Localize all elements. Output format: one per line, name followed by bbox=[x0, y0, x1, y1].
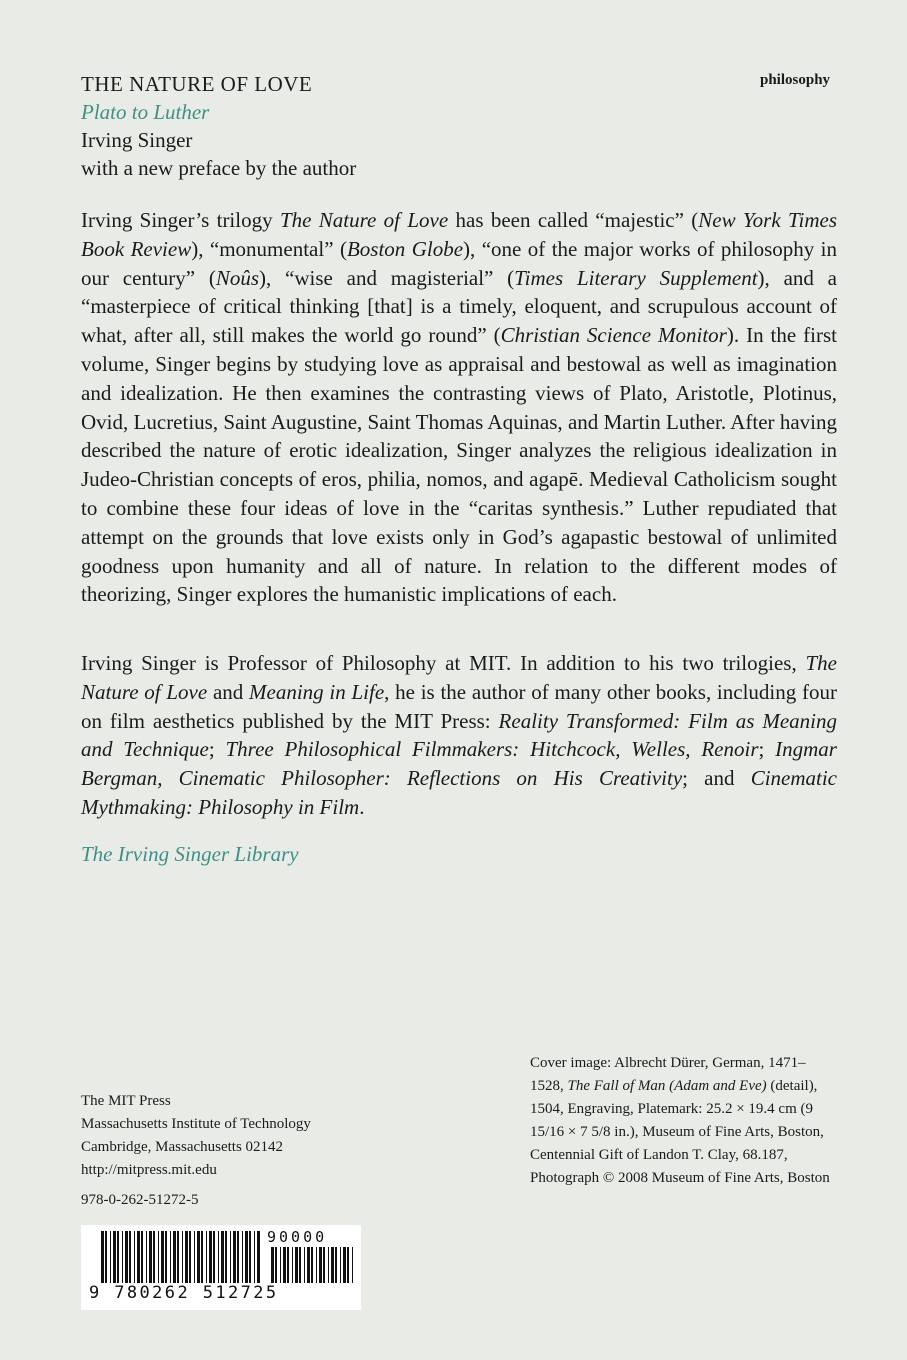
barcode-bar bbox=[283, 1247, 286, 1283]
barcode-bar bbox=[242, 1231, 243, 1283]
credit-text: Cover image: Albrecht Dürer, German, 1471–1528, bbox=[530, 1055, 806, 1094]
desc-italic: New York Times Book Review bbox=[81, 208, 838, 261]
author-bio-paragraph bbox=[81, 649, 837, 822]
publisher-info bbox=[81, 1090, 311, 1182]
barcode-bar bbox=[230, 1231, 231, 1283]
barcode bbox=[81, 1225, 361, 1310]
barcode-bar bbox=[249, 1231, 251, 1283]
barcode-bar bbox=[323, 1247, 325, 1283]
price-code: 90000 bbox=[267, 1228, 328, 1246]
desc-italic: Times Literary Supplement bbox=[514, 265, 758, 290]
barcode-bar bbox=[134, 1231, 135, 1283]
bio-italic: The Nature of Love bbox=[81, 651, 837, 704]
barcode-bar bbox=[343, 1247, 346, 1283]
edition-note: with a new preface by the author bbox=[81, 156, 357, 180]
barcode-bar bbox=[328, 1247, 329, 1283]
desc-italic: Noûs bbox=[215, 265, 260, 290]
barcode-bar bbox=[335, 1247, 337, 1283]
publisher-institute: Massachusetts Institute of Technology bbox=[81, 1116, 311, 1132]
barcode-bar bbox=[141, 1231, 143, 1283]
book-title: THE NATURE OF LOVE bbox=[81, 72, 313, 96]
desc-text: has been called “majestic” ( bbox=[448, 208, 699, 232]
barcode-bar bbox=[129, 1231, 131, 1283]
barcode-bar bbox=[225, 1231, 227, 1283]
desc-italic: Boston Globe bbox=[346, 236, 464, 261]
barcode-bar bbox=[237, 1231, 239, 1283]
desc-text: ). In the first volume, Singer begins by studying love as appraisal and bestowal as well as imagination and idealization. He then examines the contrasting views of Plato, Aristotle, Plotinus, Ovid, Lucretius, Saint Augustine, Saint Thomas Aquinas, and Martin Luther. After having described the nature of erotic idealization, Singer analyzes the religious idealization in Judeo-Christian concepts of eros, philia, nomos, and agapē. Medieval Catholicism sought to combine these four ideas of love in the “caritas synthesis.” Luther repudiated that attempt on the grounds that love exists only in God’s agapastic bestowal of unlimited goodness upon humanity and all of nature. In relation to the different modes of theorizing, Singer explores the humanistic implications of each. bbox=[81, 323, 837, 607]
barcode-bar bbox=[194, 1231, 195, 1283]
barcode-bar bbox=[245, 1231, 248, 1283]
bio-text: and bbox=[207, 679, 250, 704]
desc-text: ), “monumental” ( bbox=[191, 236, 347, 261]
barcode-bar bbox=[173, 1231, 176, 1283]
barcode-bar bbox=[340, 1247, 341, 1283]
bio-text: ; bbox=[208, 737, 226, 762]
series-name: The Irving Singer Library bbox=[81, 842, 299, 866]
isbn: 978-0-262-51272-5 bbox=[81, 1192, 199, 1208]
barcode-bar bbox=[307, 1247, 310, 1283]
barcode-bar bbox=[218, 1231, 219, 1283]
bio-italic: Three Philosophical Filmmakers: Hitchcock, Welles, Renoir bbox=[225, 737, 759, 762]
barcode-bar bbox=[101, 1231, 104, 1283]
barcode-bar bbox=[352, 1247, 353, 1283]
publisher-url: http://mitpress.mit.edu bbox=[81, 1162, 217, 1178]
barcode-bar bbox=[161, 1231, 164, 1283]
barcode-bar bbox=[299, 1247, 301, 1283]
barcode-bar bbox=[201, 1231, 203, 1283]
barcode-bar bbox=[304, 1247, 305, 1283]
barcode-bar bbox=[254, 1231, 255, 1283]
book-subtitle: Plato to Luther bbox=[81, 100, 210, 124]
barcode-bar bbox=[185, 1231, 188, 1283]
barcode-bar bbox=[209, 1231, 212, 1283]
category-label: philosophy bbox=[760, 72, 831, 88]
barcode-bar bbox=[206, 1231, 207, 1283]
barcode-bar bbox=[177, 1231, 179, 1283]
barcode-bar bbox=[146, 1231, 147, 1283]
desc-text: Irving Singer’s trilogy bbox=[81, 208, 280, 232]
barcode-bar bbox=[292, 1247, 293, 1283]
credit-text: (detail), 1504, Engraving, Platemark: 25.2 × 19.4 cm (9 15/16 × 7 5/8 in.), Museum of Fine Arts, Boston, Centennial Gift of Landon T. Clay, 68.187, Photograph © 2008 Museum of Fine Arts, Boston bbox=[530, 1078, 830, 1186]
cover-credit bbox=[530, 1052, 838, 1190]
bio-italic: Ingmar Bergman, Cinematic Philosopher: Reflections on His Creativity bbox=[81, 737, 837, 791]
barcode-bar bbox=[105, 1231, 107, 1283]
barcode-bar bbox=[311, 1247, 313, 1283]
barcode-bar bbox=[221, 1231, 224, 1283]
barcode-bar bbox=[158, 1231, 159, 1283]
bio-italic: Reality Transformed: Film as Meaning and Technique bbox=[81, 708, 838, 762]
barcode-bar bbox=[170, 1231, 171, 1283]
publisher-city: Cambridge, Massachusetts 02142 bbox=[81, 1139, 284, 1155]
bio-text: ; and bbox=[682, 766, 751, 791]
barcode-bar bbox=[197, 1231, 200, 1283]
barcode-bar bbox=[122, 1231, 123, 1283]
barcode-bar bbox=[113, 1231, 116, 1283]
description-paragraph bbox=[81, 206, 837, 609]
barcode-bar bbox=[287, 1247, 289, 1283]
barcode-bar bbox=[295, 1247, 298, 1283]
barcode-bar bbox=[271, 1247, 274, 1283]
barcode-number: 9 780262 512725 bbox=[89, 1283, 279, 1303]
barcode-bar bbox=[280, 1247, 281, 1283]
barcode-bar bbox=[117, 1231, 119, 1283]
bio-text: , he is the author of many other books, including four on film aesthetics published by the MIT Press: bbox=[81, 679, 837, 733]
barcode-bar bbox=[125, 1231, 128, 1283]
barcode-bar bbox=[257, 1231, 260, 1283]
barcode-bar bbox=[316, 1247, 317, 1283]
barcode-bar bbox=[110, 1231, 111, 1283]
barcode-bar bbox=[165, 1231, 167, 1283]
desc-text: ), and a “masterpiece of critical thinking [that] is a timely, eloquent, and scrupulous account of what, after all, still makes the world go round” ( bbox=[81, 265, 837, 348]
desc-text: ), “one of the major works of philosophy in our century” ( bbox=[81, 236, 838, 290]
barcode-bar bbox=[331, 1247, 334, 1283]
title-block bbox=[81, 70, 356, 182]
bio-italic: Cinematic Mythmaking: Philosophy in Film bbox=[81, 766, 838, 819]
bio-italic: Meaning in Life bbox=[249, 679, 385, 704]
barcode-bar bbox=[137, 1231, 140, 1283]
publisher-name: The MIT Press bbox=[81, 1093, 171, 1109]
barcode-bar bbox=[319, 1247, 322, 1283]
barcode-bar bbox=[182, 1231, 183, 1283]
bio-text: Irving Singer is Professor of Philosophy at MIT. In addition to his two trilogies, bbox=[81, 651, 806, 675]
barcode-bar bbox=[347, 1247, 349, 1283]
barcode-bar bbox=[153, 1231, 155, 1283]
barcode-bar bbox=[275, 1247, 277, 1283]
bio-text: ; bbox=[758, 737, 776, 762]
credit-italic: The Fall of Man (Adam and Eve) bbox=[567, 1078, 767, 1094]
desc-italic: Christian Science Monitor bbox=[500, 323, 727, 348]
barcode-bar bbox=[233, 1231, 236, 1283]
book-author: Irving Singer bbox=[81, 128, 193, 152]
bio-text: . bbox=[359, 794, 365, 819]
barcode-bar bbox=[149, 1231, 152, 1283]
desc-italic: The Nature of Love bbox=[279, 208, 449, 232]
desc-text: ), “wise and magisterial” ( bbox=[259, 265, 515, 290]
barcode-bar bbox=[189, 1231, 191, 1283]
barcode-bar bbox=[213, 1231, 215, 1283]
